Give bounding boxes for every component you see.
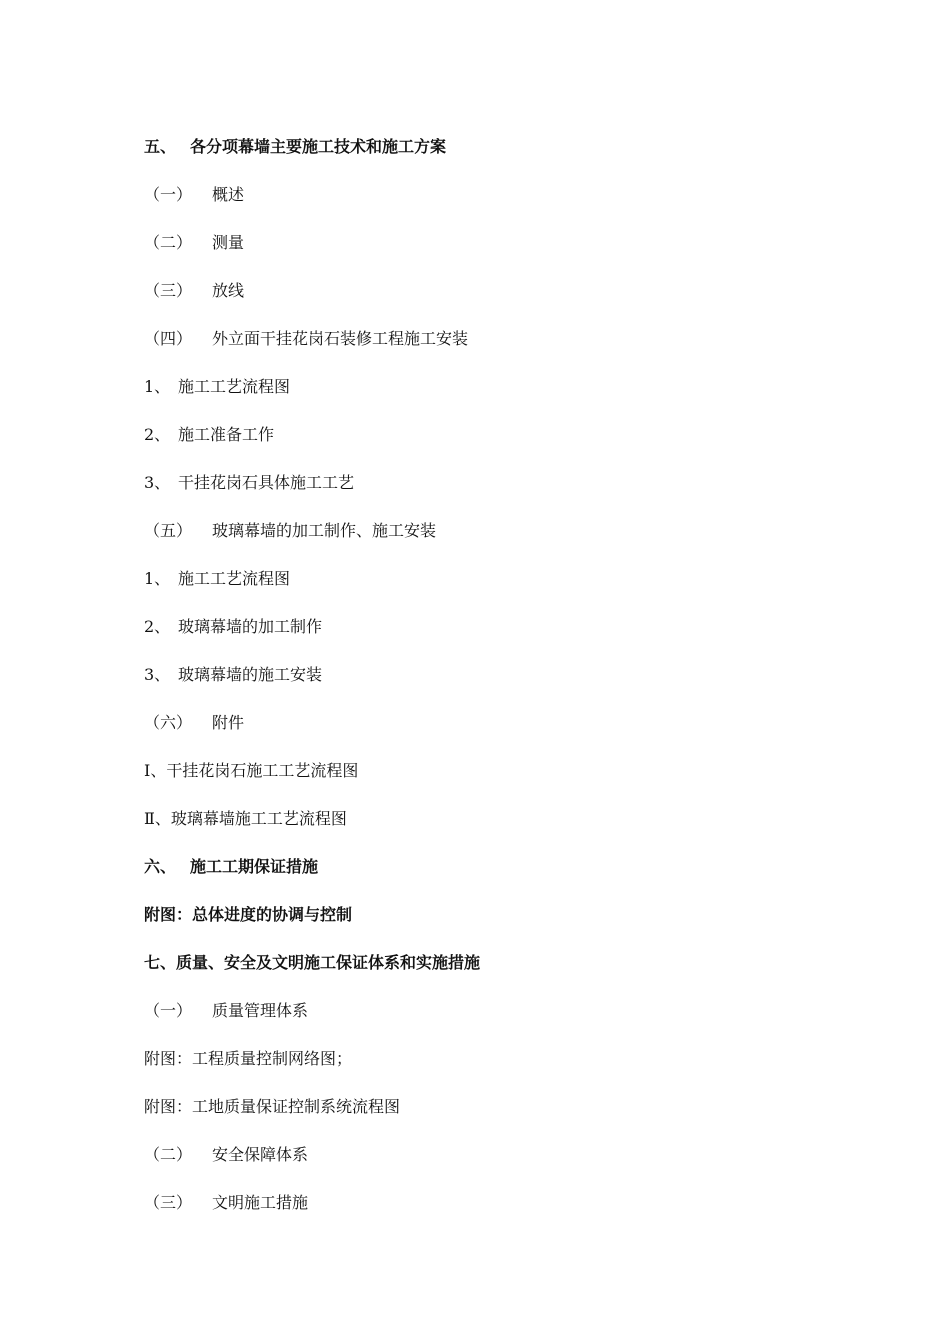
toc-line-text: 附图：工地质量保证控制系统流程图 [144,1097,401,1116]
toc-line-number: （三） [144,1193,193,1212]
toc-line-number: 六、 [144,857,177,876]
toc-line [144,516,844,564]
toc-line [144,1044,844,1092]
toc-line [144,660,844,708]
toc-line [144,228,844,276]
toc-line-number: 1、 [144,569,171,588]
toc-line [144,948,844,996]
toc-line-number: 3、 [144,665,171,684]
toc-line [144,1140,844,1188]
toc-line-number: （二） [144,233,193,252]
toc-line-number: （一） [144,185,193,204]
toc-line [144,708,844,756]
toc-line [144,1188,844,1236]
toc-line [144,468,844,516]
toc-line-text: 文明施工措施 [212,1193,309,1212]
toc-line-text: 施工准备工作 [178,425,275,444]
toc-line [144,324,844,372]
toc-line-text: I、干挂花岗石施工工艺流程图 [144,761,359,780]
toc-line-text: 施工工艺流程图 [178,377,291,396]
table-of-contents [144,132,844,1236]
toc-line-text: 放线 [212,281,245,300]
toc-line-text: 概述 [212,185,245,204]
toc-line [144,1092,844,1140]
toc-line-text: 附图：工程质量控制网络图； [144,1049,353,1068]
toc-line-text: 各分项幕墙主要施工技术和施工方案 [190,137,447,156]
toc-line [144,276,844,324]
toc-line-text: 施工工期保证措施 [190,857,319,876]
toc-line-number: （六） [144,713,193,732]
toc-line-text: Ⅱ、玻璃幕墙施工工艺流程图 [144,809,347,828]
toc-line [144,852,844,900]
toc-line-number: （二） [144,1145,193,1164]
toc-line [144,804,844,852]
toc-line-text: 安全保障体系 [212,1145,309,1164]
toc-line-number: （一） [144,1001,193,1020]
toc-line [144,612,844,660]
toc-line-text: 测量 [212,233,245,252]
toc-line [144,756,844,804]
toc-line-number: 五、 [144,137,177,156]
toc-line-number: 2、 [144,617,171,636]
toc-line-text: 施工工艺流程图 [178,569,291,588]
toc-line-number: 2、 [144,425,171,444]
toc-line-number: （五） [144,521,193,540]
toc-line-text: 附件 [212,713,245,732]
toc-line-number: （三） [144,281,193,300]
toc-line [144,420,844,468]
toc-line-text: 玻璃幕墙的加工制作、施工安装 [212,521,437,540]
toc-line-number: 3、 [144,473,171,492]
toc-line [144,180,844,228]
toc-line-text: 玻璃幕墙的加工制作 [178,617,323,636]
toc-line-text: 质量管理体系 [212,1001,309,1020]
toc-line-text: 玻璃幕墙的施工安装 [178,665,323,684]
toc-line-text: 干挂花岗石具体施工工艺 [178,473,355,492]
toc-line-text: 七、质量、安全及文明施工保证体系和实施措施 [144,953,481,972]
toc-line [144,996,844,1044]
toc-line [144,900,844,948]
toc-line-number: （四） [144,329,193,348]
toc-line [144,132,844,180]
toc-line-text: 外立面干挂花岗石装修工程施工安装 [212,329,469,348]
toc-line-number: 1、 [144,377,171,396]
toc-line [144,372,844,420]
toc-line [144,564,844,612]
toc-line-text: 附图：总体进度的协调与控制 [144,905,353,924]
